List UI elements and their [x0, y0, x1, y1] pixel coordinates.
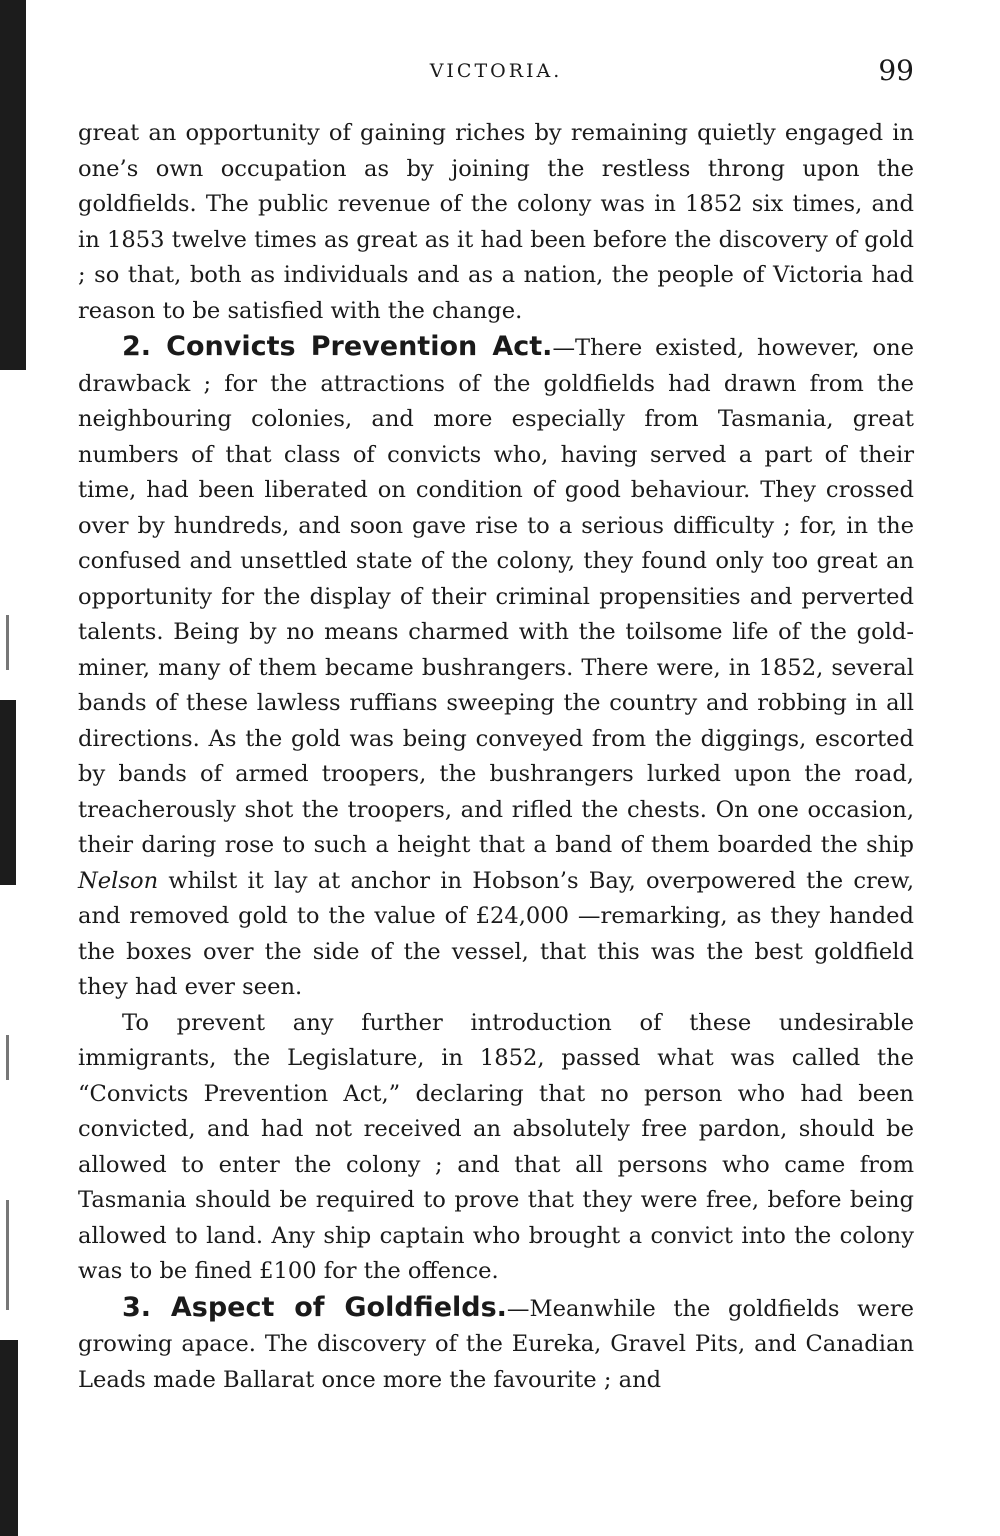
page-header	[78, 54, 914, 88]
scan-speck	[6, 615, 9, 670]
section-heading-convicts-prevention-act: 2. Convicts Prevention Act.	[122, 331, 553, 362]
paragraph-continuation: great an opportunity of gaining riches by remaining quietly engaged in one’s own occupation as by joining the restless throng upon the goldfields. The public revenue of the colony was in 1852 six times, and in 1853 twelve times as great as it had been before the discovery of gold ; so that, both as individuals and as a nation, the people of Victoria had reason to be satisfied with the change.	[78, 120, 914, 324]
paragraph-text: —There existed, however, one drawback ; for the attractions of the goldfields had drawn from the neighbouring colonies, and more especially from Tasmania, great numbers of that class of convicts who, having served a part of their time, had been liberated on condition of good behaviour. They crossed over by hundreds, and soon gave rise to a serious difficulty ; for, in the confused and unsettled state of the colony, they found only too great an opportunity for the display of their criminal propensities and perverted talents. Being by no means charmed with the toilsome life of the gold-miner, many of them became bushrangers. There were, in 1852, several bands of these lawless ruffians sweeping the country and robbing in all directions. As the gold was being conveyed from the diggings, escorted by bands of armed troopers, the bushrangers lurked upon the road, treacherously shot the troopers, and rifled the chests. On one occasion, their daring rose to such a height that a band of them boarded the ship	[78, 335, 915, 858]
ship-name: Nelson	[78, 867, 159, 894]
paragraph-convicts-prevention-act	[78, 329, 914, 1006]
page-binding-shadow-bottom	[0, 1340, 18, 1536]
paragraph-prevent-immigrants: To prevent any further introduction of these undesirable immigrants, the Legislature, in 1852, passed what was called the “Convicts Prevention Act,” declaring that no person who had been convicted, and had not received an absolutely free pardon, should be allowed to enter the colony ; and that all persons who came from Tasmania should be required to prove that they were free, before being allowed to land. Any ship captain who brought a convict into the colony was to be fined £100 for the offence.	[78, 1009, 914, 1284]
paragraph-text: whilst it lay at anchor in Hobson’s Bay, overpowered the crew, and removed gold to the value of £24,000 —remarking, as they handed the boxes over the side of the vessel, that this was the best goldfield they had ever seen.	[78, 867, 914, 1000]
scan-speck	[6, 1035, 9, 1080]
page-number: 99	[878, 54, 914, 87]
page-binding-shadow-top	[0, 0, 26, 370]
paragraph-aspect-of-goldfields	[78, 1290, 914, 1399]
page-body	[78, 116, 914, 1398]
section-heading-aspect-of-goldfields: 3. Aspect of Goldfields.	[122, 1291, 507, 1323]
running-title: VICTORIA.	[429, 60, 563, 82]
page-binding-shadow-middle	[0, 700, 16, 885]
paragraph-text: —Meanwhile the goldfields were growing apace. The discovery of the Eureka, Gravel Pits, and Canadian Leads made Ballarat once more the favourite ; and	[78, 1295, 914, 1393]
scan-speck	[6, 1200, 9, 1310]
